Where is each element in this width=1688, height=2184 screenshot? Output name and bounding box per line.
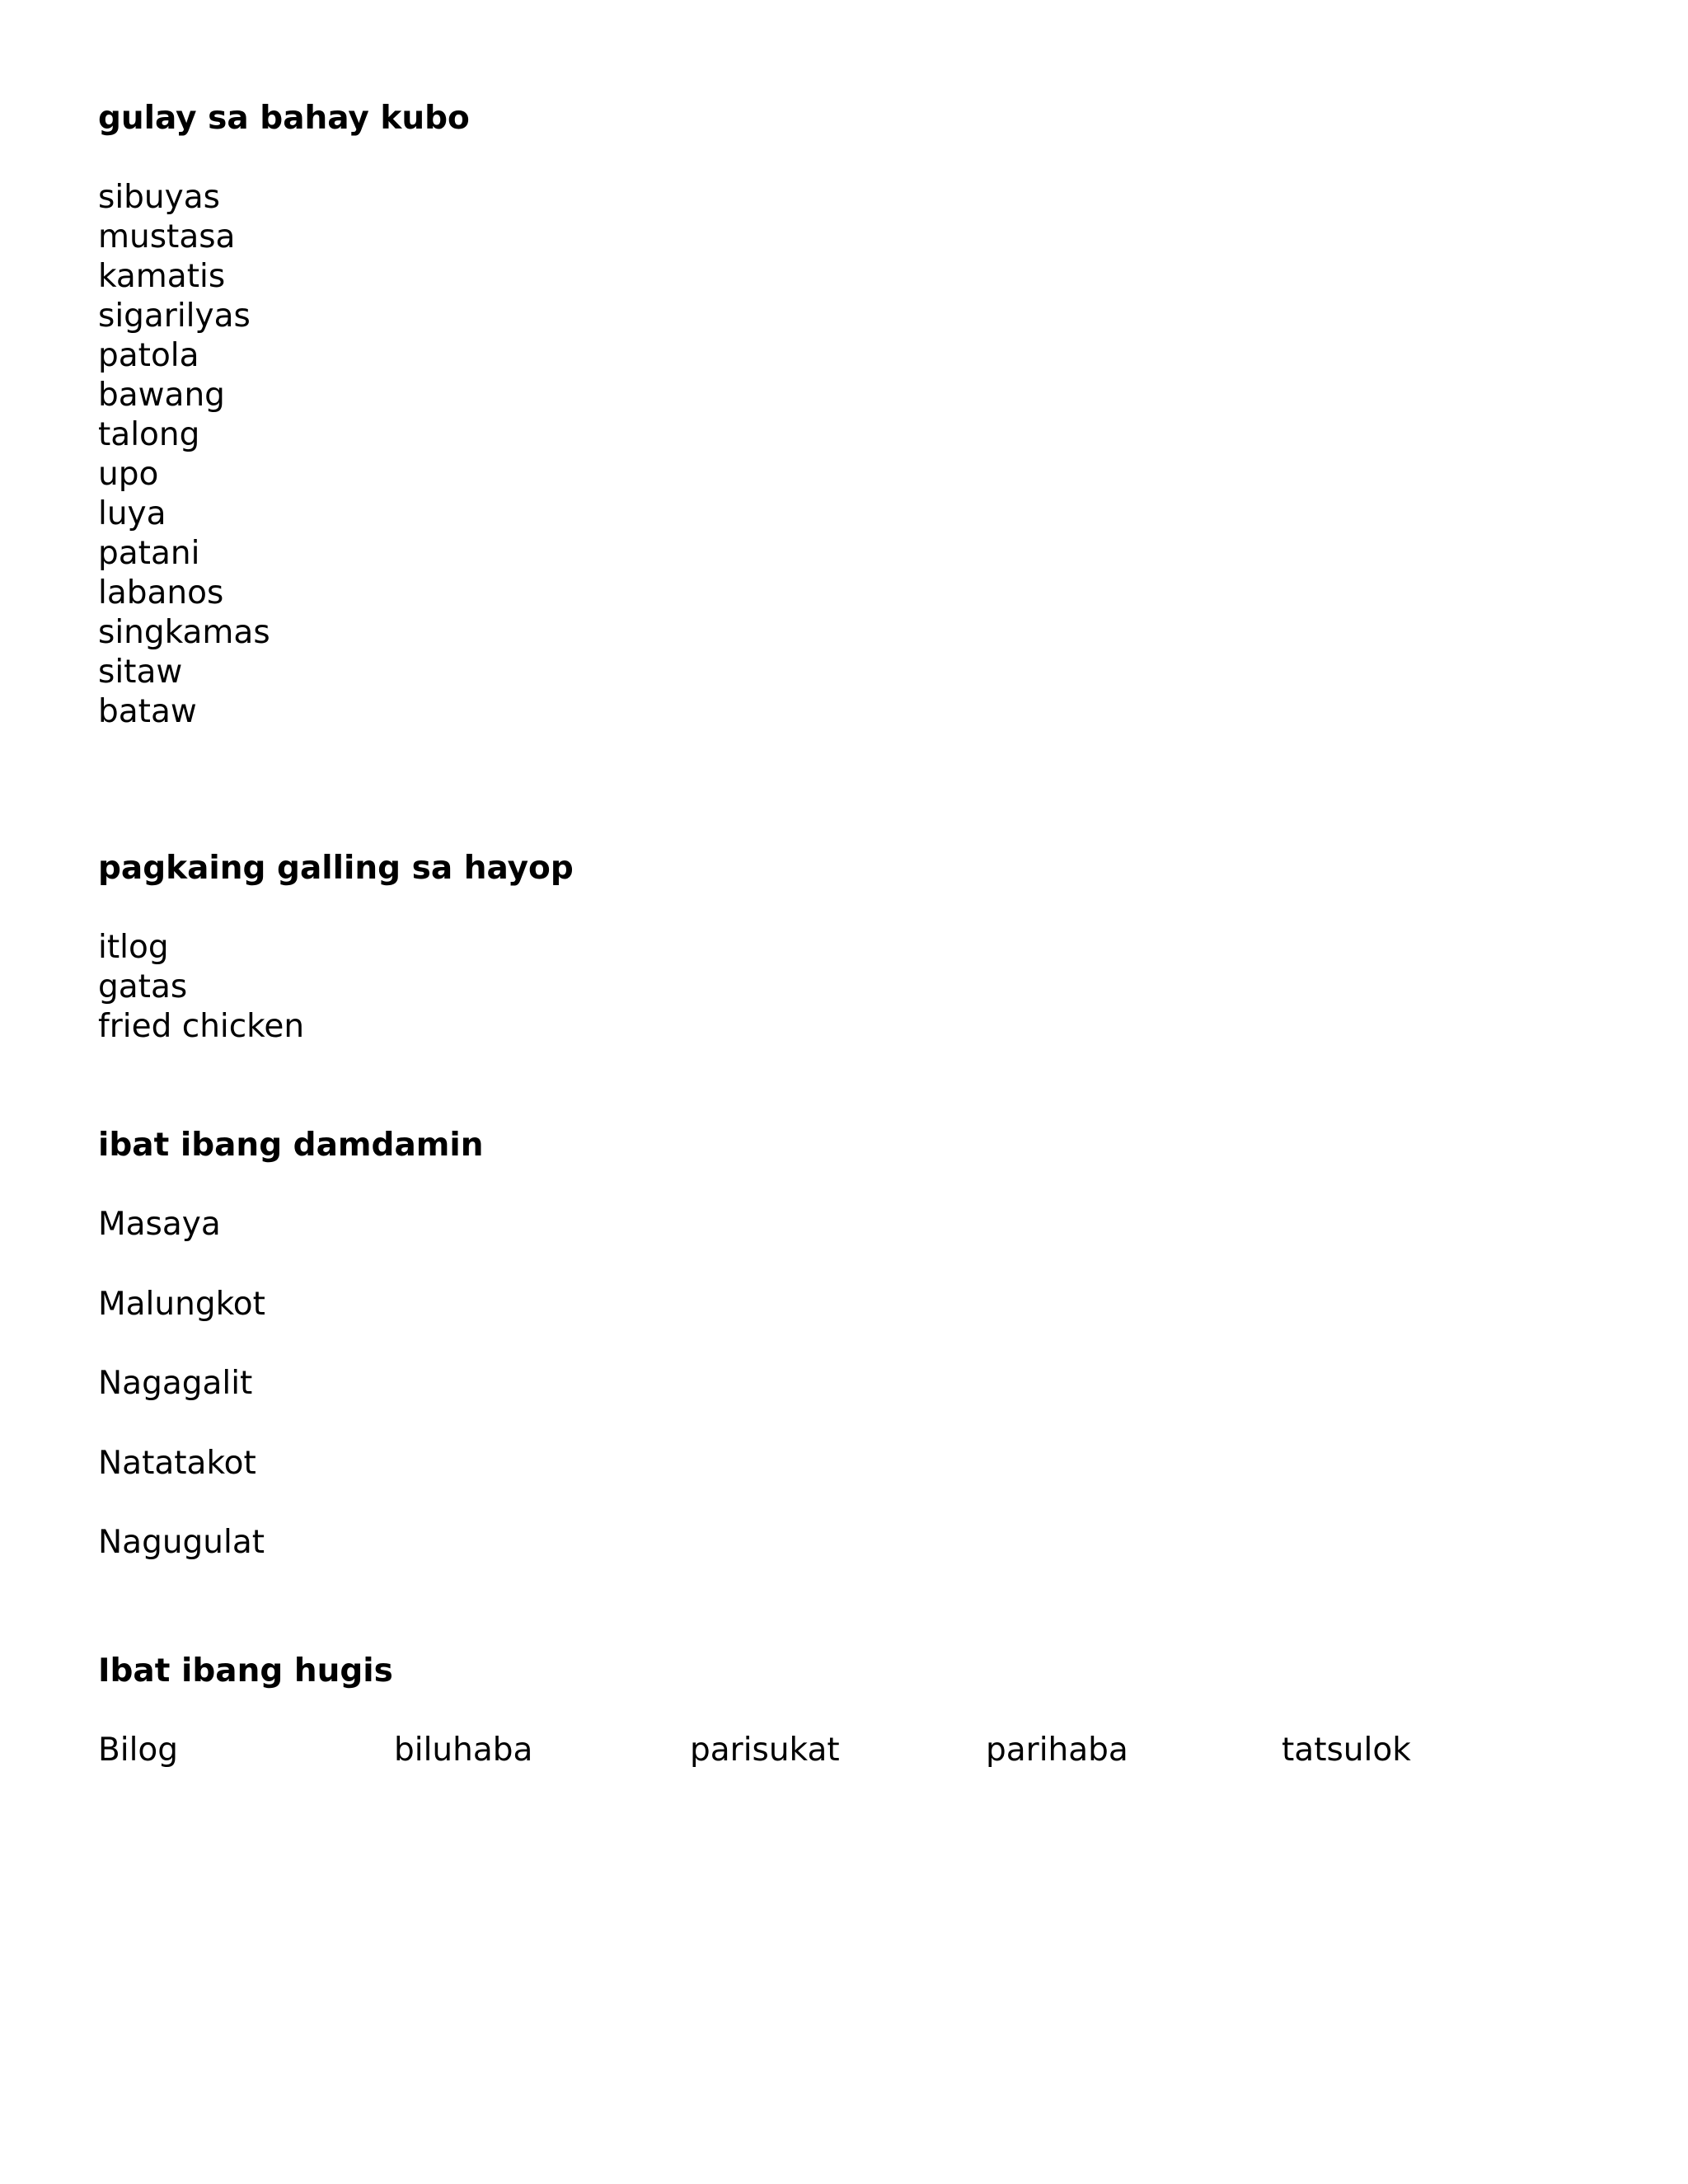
emotions-list	[98, 1205, 265, 1603]
list-item: patola	[98, 337, 199, 374]
section-title-gulay: gulay sa bahay kubo	[98, 100, 470, 137]
list-item: tatsulok	[1282, 1732, 1411, 1769]
list-item: luya	[98, 495, 166, 532]
list-item: Malungkot	[98, 1285, 265, 1323]
section-title-hugis: Ibat ibang hugis	[98, 1652, 393, 1690]
animal-food-list	[98, 928, 304, 1047]
list-item: singkamas	[98, 614, 270, 651]
list-item: mustasa	[98, 218, 236, 255]
list-item: talong	[98, 416, 200, 453]
list-item: biluhaba	[394, 1732, 533, 1769]
list-item: Natatakot	[98, 1444, 256, 1482]
list-item: gatas	[98, 968, 188, 1005]
vegetable-list	[98, 178, 270, 732]
list-item: kamatis	[98, 258, 226, 295]
list-item: parihaba	[986, 1732, 1128, 1769]
list-item: itlog	[98, 929, 169, 966]
section-title-damdamin: ibat ibang damdamin	[98, 1127, 484, 1164]
list-item: upo	[98, 456, 159, 493]
shapes-row	[98, 1731, 1578, 1770]
list-item: sitaw	[98, 654, 183, 691]
list-item: sibuyas	[98, 179, 220, 216]
list-item: labanos	[98, 574, 224, 612]
list-item: sigarilyas	[98, 298, 251, 335]
list-item: Nagugulat	[98, 1524, 265, 1561]
list-item: Masaya	[98, 1206, 221, 1243]
list-item: Bilog	[98, 1732, 179, 1769]
list-item: parisukat	[690, 1732, 840, 1769]
list-item: Nagagalit	[98, 1365, 253, 1402]
list-item: fried chicken	[98, 1008, 305, 1045]
list-item: bataw	[98, 693, 197, 730]
list-item: patani	[98, 535, 200, 572]
section-title-hayop: pagkaing galling sa hayop	[98, 850, 574, 887]
list-item: bawang	[98, 377, 225, 414]
